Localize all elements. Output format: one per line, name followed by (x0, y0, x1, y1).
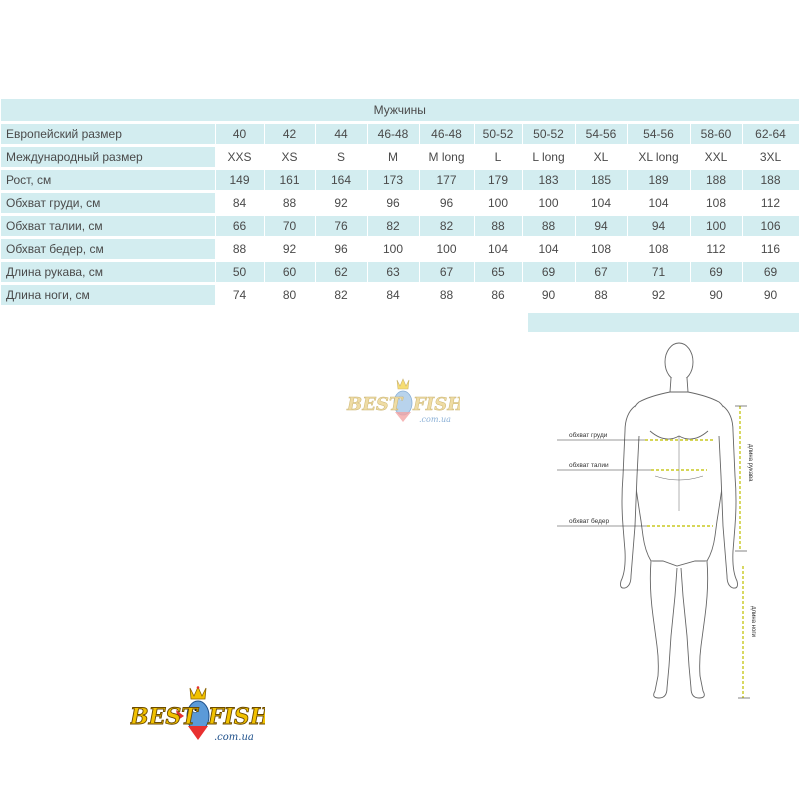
table-cell: 82 (315, 284, 367, 307)
table-cell: 67 (575, 261, 627, 284)
table-cell: 88 (474, 215, 522, 238)
table-cell: 92 (264, 238, 315, 261)
table-cell: 104 (627, 192, 690, 215)
body-measurement-figure (555, 336, 770, 711)
table-cell: 108 (627, 238, 690, 261)
table-cell: 92 (627, 284, 690, 307)
table-cell: 82 (419, 215, 474, 238)
table-cell: 88 (264, 192, 315, 215)
table-cell: 189 (627, 169, 690, 192)
table-cell: 44 (315, 123, 367, 146)
sleeve-length-label: длина рукава (747, 444, 753, 482)
waist-label: обхват талии (569, 462, 609, 469)
table-cell: M (367, 146, 419, 169)
table-row (1, 261, 799, 284)
table-cell: 100 (367, 238, 419, 261)
watermark-domain: .com.ua (419, 415, 451, 424)
row-label: Международный размер (1, 146, 215, 169)
table-cell: 3XL (742, 146, 799, 169)
table-cell: 46-48 (367, 123, 419, 146)
table-cell: 63 (367, 261, 419, 284)
table-cell: S (315, 146, 367, 169)
logo-domain: .com.ua (214, 732, 254, 743)
table-cell: 50-52 (522, 123, 575, 146)
table-cell: 104 (575, 192, 627, 215)
table-cell: 96 (367, 192, 419, 215)
table-row (1, 238, 799, 261)
table-cell: 90 (522, 284, 575, 307)
table-cell: 100 (474, 192, 522, 215)
hips-label: обхват бедер (569, 518, 610, 525)
size-table (1, 99, 800, 308)
table-cell: 164 (315, 169, 367, 192)
table-cell: 50-52 (474, 123, 522, 146)
table-cell: 188 (742, 169, 799, 192)
table-cell: 40 (215, 123, 264, 146)
table-cell: XL (575, 146, 627, 169)
row-label: Обхват талии, см (1, 215, 215, 238)
table-cell: 60 (264, 261, 315, 284)
table-cell: 96 (419, 192, 474, 215)
table-cell: 80 (264, 284, 315, 307)
human-figure-icon (555, 336, 770, 711)
table-cell: 90 (690, 284, 742, 307)
size-chart (1, 99, 799, 308)
table-cell: 42 (264, 123, 315, 146)
table-cell: 88 (419, 284, 474, 307)
table-cell: 104 (522, 238, 575, 261)
table-title: Мужчины (1, 99, 799, 123)
table-cell: 69 (522, 261, 575, 284)
table-cell: 70 (264, 215, 315, 238)
table-cell: 88 (215, 238, 264, 261)
table-cell: 46-48 (419, 123, 474, 146)
bestfish-logo (130, 686, 265, 748)
table-cell: L long (522, 146, 575, 169)
row-label: Рост, см (1, 169, 215, 192)
table-cell: 65 (474, 261, 522, 284)
table-cell: XXL (690, 146, 742, 169)
table-cell: 173 (367, 169, 419, 192)
table-cell: XL long (627, 146, 690, 169)
table-footer-strip (528, 313, 799, 332)
table-cell: 108 (690, 192, 742, 215)
table-cell: 90 (742, 284, 799, 307)
row-label: Европейский размер (1, 123, 215, 146)
table-cell: 183 (522, 169, 575, 192)
table-cell: M long (419, 146, 474, 169)
table-cell: XS (264, 146, 315, 169)
table-cell: 54-56 (627, 123, 690, 146)
table-cell: 100 (419, 238, 474, 261)
table-cell: 62 (315, 261, 367, 284)
row-label: Длина рукава, см (1, 261, 215, 284)
table-cell: 82 (367, 215, 419, 238)
table-cell: 94 (575, 215, 627, 238)
table-cell: L (474, 146, 522, 169)
table-cell: 54-56 (575, 123, 627, 146)
table-row (1, 215, 799, 238)
table-cell: 69 (690, 261, 742, 284)
table-cell: 62-64 (742, 123, 799, 146)
table-row (1, 146, 799, 169)
chest-label: обхват груди (569, 432, 608, 439)
table-row (1, 192, 799, 215)
table-cell: 67 (419, 261, 474, 284)
logo-brand-right: FISH (208, 704, 265, 730)
table-cell: 71 (627, 261, 690, 284)
table-row (1, 169, 799, 192)
table-cell: 188 (690, 169, 742, 192)
table-cell: 84 (215, 192, 264, 215)
table-cell: 69 (742, 261, 799, 284)
table-cell: 84 (367, 284, 419, 307)
table-cell: 94 (627, 215, 690, 238)
table-title-row (1, 99, 799, 123)
bestfish-watermark-logo (345, 376, 460, 428)
table-cell: 149 (215, 169, 264, 192)
table-cell: 112 (742, 192, 799, 215)
table-cell: 104 (474, 238, 522, 261)
table-row (1, 284, 799, 307)
table-cell: 88 (575, 284, 627, 307)
table-cell: 100 (522, 192, 575, 215)
logo-brand-left: BEST (130, 704, 198, 730)
watermark-brand-right: FISH (413, 394, 460, 415)
row-label: Длина ноги, см (1, 284, 215, 307)
table-cell: 108 (575, 238, 627, 261)
table-cell: 92 (315, 192, 367, 215)
table-cell: 76 (315, 215, 367, 238)
table-cell: 74 (215, 284, 264, 307)
table-cell: 86 (474, 284, 522, 307)
table-row (1, 123, 799, 146)
table-cell: XXS (215, 146, 264, 169)
row-label: Обхват бедер, см (1, 238, 215, 261)
table-cell: 66 (215, 215, 264, 238)
leg-length-label: длина ноги (750, 606, 756, 637)
watermark-brand-left: BEST (347, 394, 403, 415)
table-cell: 106 (742, 215, 799, 238)
table-cell: 88 (522, 215, 575, 238)
table-cell: 58-60 (690, 123, 742, 146)
table-cell: 96 (315, 238, 367, 261)
table-cell: 161 (264, 169, 315, 192)
table-cell: 100 (690, 215, 742, 238)
row-label: Обхват груди, см (1, 192, 215, 215)
table-cell: 177 (419, 169, 474, 192)
table-cell: 185 (575, 169, 627, 192)
table-cell: 50 (215, 261, 264, 284)
table-cell: 112 (690, 238, 742, 261)
table-cell: 179 (474, 169, 522, 192)
table-cell: 116 (742, 238, 799, 261)
